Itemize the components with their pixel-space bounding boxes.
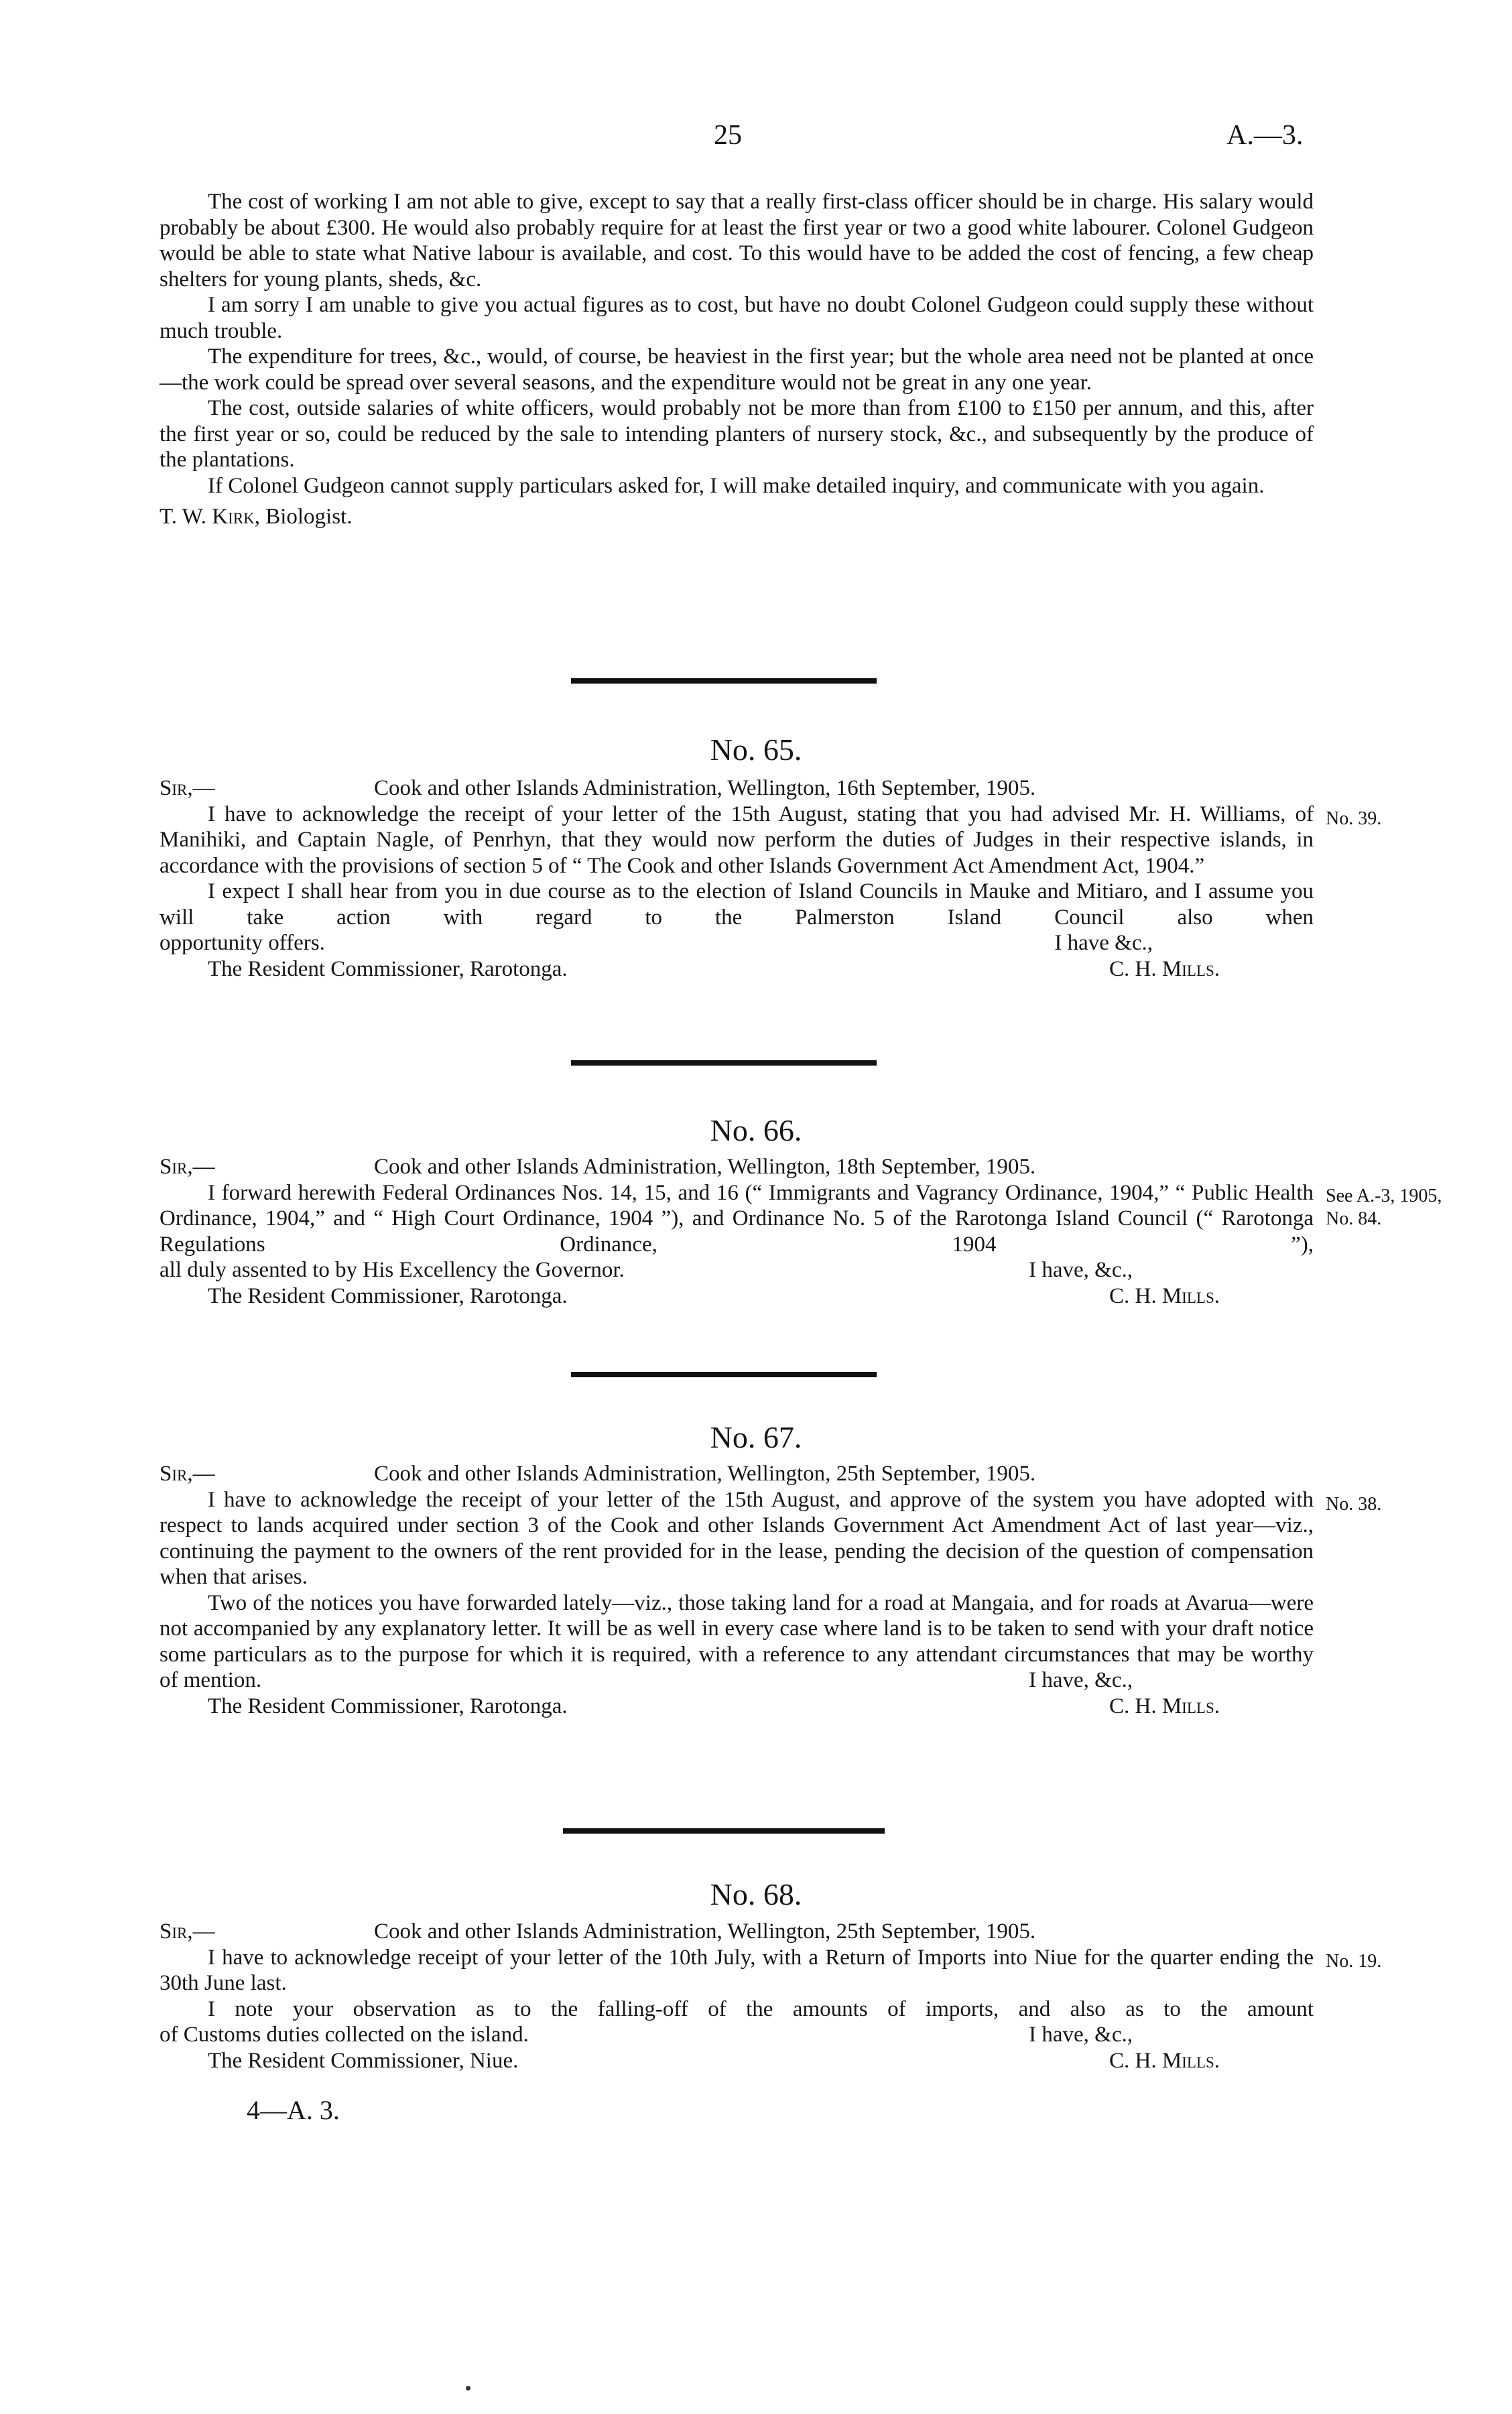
margin-note: No. 38. xyxy=(1326,1494,1382,1515)
margin-note: No. 19. xyxy=(1326,1951,1382,1972)
margin-note: No. 39. xyxy=(1326,808,1382,829)
letter-number-66: No. 66. xyxy=(710,1113,802,1147)
salutation: Sir,— xyxy=(160,1155,215,1179)
sender-address: Cook and other Islands Administration, Wellington, 25th September, 1905. xyxy=(374,1462,1036,1486)
margin-note: See A.-3, 1905, No. 84. xyxy=(1326,1186,1442,1229)
letter-number-65: No. 65. xyxy=(710,733,802,767)
recipient-line xyxy=(160,956,1314,982)
letter-heading xyxy=(160,775,1314,802)
paragraph: I am sorry I am unable to give you actual figures as to cost, but have no doubt Colonel Gudgeon could supply these without much trouble. xyxy=(160,293,1314,343)
document-reference: A.—3. xyxy=(1226,120,1304,151)
closing: I have, &c., xyxy=(1029,2023,1133,2047)
letter-number-67: No. 67. xyxy=(710,1420,802,1454)
signer: C. H. Mills. xyxy=(1109,956,1220,981)
recipient: The Resident Commissioner, Rarotonga. xyxy=(208,956,568,981)
recipient-line xyxy=(160,1694,1314,1720)
printer-signature-mark: 4—A. 3. xyxy=(247,2095,340,2125)
sender-address: Cook and other Islands Administration, Wellington, 25th September, 1905. xyxy=(374,1919,1036,1944)
recipient-line xyxy=(160,2048,1314,2074)
section-divider xyxy=(571,678,877,684)
paragraph: I note your observation as to the falling-off of the amounts of imports, and also as to the amount xyxy=(208,1996,1314,2021)
signer: C. H. Mills. xyxy=(1109,1283,1220,1308)
paragraph: The cost of working I am not able to give, except to say that a really first-class officer should be in charge. His salary would probably be about £300. He would also probably require for at least the first year or two a good white labourer. Colonel Gudgeon would be able to state what Native labour is available, and cost. To this would have to be added the cost of fencing, a few cheap shelters for young plants, sheds, &c. xyxy=(160,190,1314,292)
paragraph: Two of the notices you have forwarded lately—viz., those taking land for a road at Mangaia, and for roads at Avarua—were not accompanied by any explanatory letter. It will be as well in every case where land is to be taken to send with your draft notice some particulars as to the purpose for which it is required, with a reference to any attendant circumstances that may be worthy xyxy=(160,1590,1314,1667)
letter-heading xyxy=(160,1461,1314,1487)
biologist-signature: T. W. Kirk, Biologist. xyxy=(160,505,353,529)
letter-68 xyxy=(160,1919,1314,2074)
paragraph: I expect I shall hear from you in due course as to the election of Island Councils in Mauke and Mitiaro, and I assume you will take action with regard to the Palmerston Island Council also when xyxy=(160,879,1314,930)
section-divider xyxy=(571,1060,877,1066)
closing: I have, &c., xyxy=(1029,1668,1133,1692)
paragraph: If Colonel Gudgeon cannot supply particulars asked for, I will make detailed inquiry, and communicate with you again. xyxy=(208,473,1265,498)
signer: C. H. Mills. xyxy=(1109,2048,1220,2073)
letter-66 xyxy=(160,1154,1314,1309)
sender-address: Cook and other Islands Administration, Wellington, 18th September, 1905. xyxy=(374,1155,1036,1179)
letter-65 xyxy=(160,775,1314,982)
letter-heading xyxy=(160,1919,1314,1945)
closing: I have &c., xyxy=(1054,931,1153,955)
paragraph: I have to acknowledge receipt of your letter of the 10th July, with a Return of Imports into Niue for the quarter ending the 30th June last. xyxy=(160,1945,1314,1995)
closing-line: all duly assented to by His Excellency the Governor. I have, &c., xyxy=(160,1258,1133,1282)
salutation: Sir,— xyxy=(160,776,215,800)
paragraph: The cost, outside salaries of white officers, would probably not be more than from £100 to £150 per annum, and this, after the first year or so, could be reduced by the sale to intending planters of nursery stock, &c., and subsequently by the produce of the plantations. xyxy=(160,396,1314,472)
recipient: The Resident Commissioner, Niue. xyxy=(208,2048,519,2073)
recipient-line xyxy=(160,1283,1314,1310)
letter-67 xyxy=(160,1461,1314,1719)
closing-line: opportunity offers. I have &c., xyxy=(160,931,1153,955)
letter-heading xyxy=(160,1154,1314,1180)
section-divider xyxy=(571,1372,877,1377)
paragraph: I have to acknowledge the receipt of your letter of the 15th August, and approve of the system you have adopted with respect to lands acquired under section 3 of the Cook and other Islands Government Act Amendment Act of last year—viz., continuing the payment to the owners of the rent provided for in the lease, pending the decision of the question of compensation when that arises. xyxy=(160,1487,1314,1589)
page-number: 25 xyxy=(714,120,742,151)
signer: C. H. Mills. xyxy=(1109,1694,1220,1718)
recipient: The Resident Commissioner, Rarotonga. xyxy=(208,1283,568,1308)
sender-address: Cook and other Islands Administration, Wellington, 16th September, 1905. xyxy=(374,776,1036,800)
ink-speck xyxy=(466,2386,470,2391)
intro-letter-text xyxy=(160,189,1314,530)
section-divider xyxy=(563,1828,885,1834)
letter-number-68: No. 68. xyxy=(710,1877,802,1911)
recipient: The Resident Commissioner, Rarotonga. xyxy=(208,1694,568,1718)
salutation: Sir,— xyxy=(160,1462,215,1486)
paragraph: The expenditure for trees, &c., would, of course, be heaviest in the first year; but the whole area need not be planted at once—the work could be spread over several seasons, and the expenditure would not be great in any one year. xyxy=(160,344,1314,395)
closing: I have, &c., xyxy=(1029,1258,1133,1282)
salutation: Sir,— xyxy=(160,1919,215,1944)
closing-line: of mention. I have, &c., xyxy=(160,1668,1133,1692)
closing-line: of Customs duties collected on the island. I have, &c., xyxy=(160,2023,1133,2047)
paragraph: I have to acknowledge the receipt of your letter of the 15th August, stating that you had advised Mr. H. Williams, of Manihiki, and Captain Nagle, of Penrhyn, that they would now perform the duties of Judges in their respective islands, in accordance with the provisions of section 5 of “ The Cook and other Islands Government Act Amendment Act, 1904.” xyxy=(160,802,1314,878)
paragraph: I forward herewith Federal Ordinances Nos. 14, 15, and 16 (“ Immigrants and Vagrancy Ordinance, 1904,” “ Public Health Ordinance, 1904,” and “ High Court Ordinance, 1904 ”), and Ordinance No. 5 of the Rarotonga Island Council (“ Rarotonga Regulations Ordinance, 1904 ”), xyxy=(160,1180,1314,1257)
